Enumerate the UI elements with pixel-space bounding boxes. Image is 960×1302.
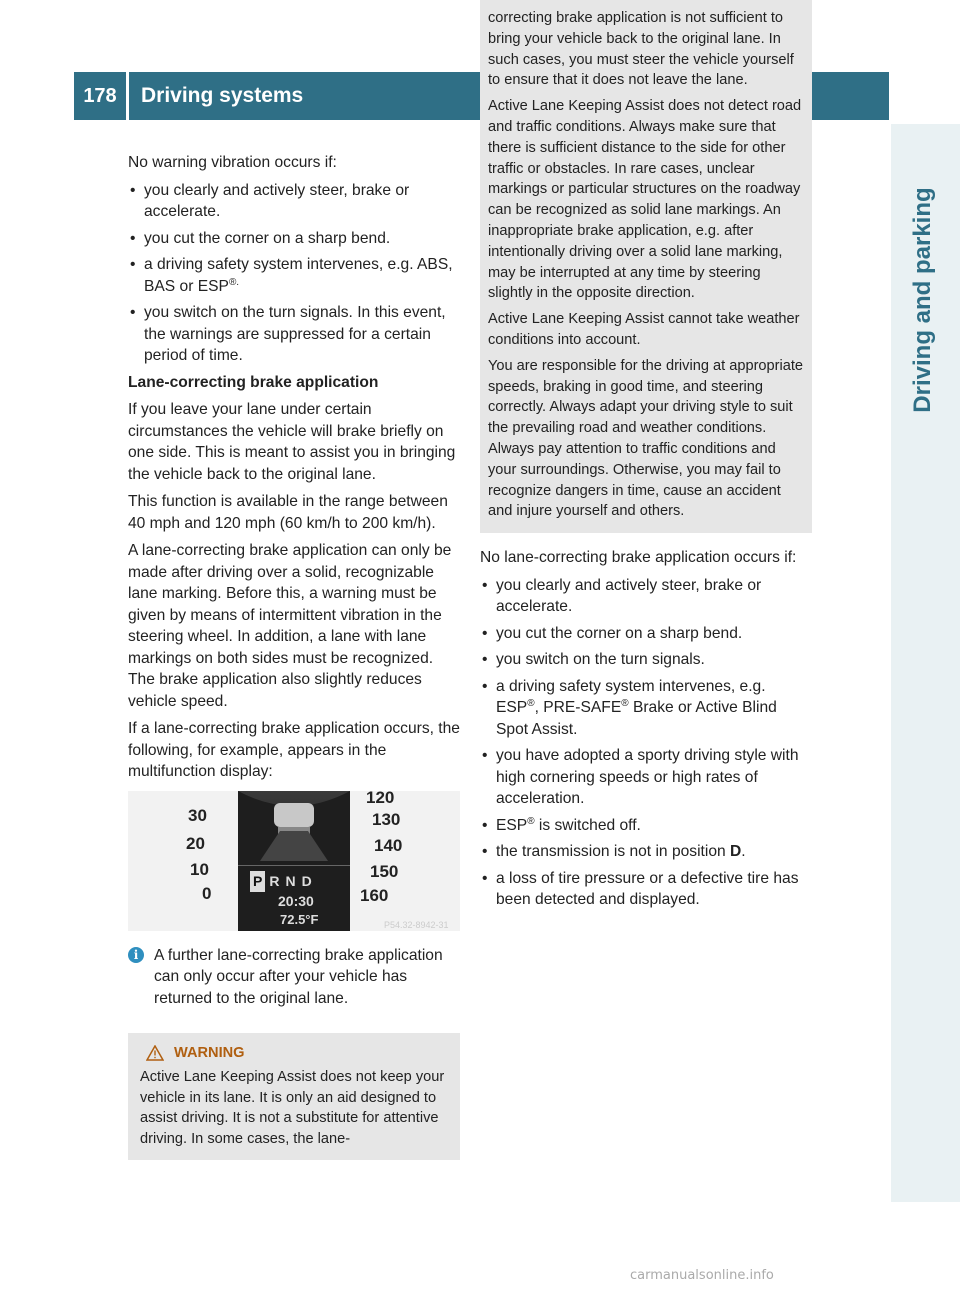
right-speed-130: 130 [372, 809, 401, 829]
gear-n: N [285, 872, 296, 889]
info-text: A further lane-correcting brake application can only occur after your vehicle has returned to the original lane. [154, 946, 443, 1007]
time-readout: 20:30 [278, 892, 314, 909]
warning-box-continued [480, 0, 812, 533]
list-item: • you cut the corner on a sharp bend. [128, 228, 460, 250]
warning-title: WARNING [140, 1043, 450, 1064]
footer-watermark: carmanualsonline.info [630, 1268, 774, 1283]
multifunction-display-image [128, 791, 460, 931]
paragraph: Active Lane Keeping Assist cannot take weather conditions into account. [488, 311, 800, 348]
gear-indicator [250, 871, 314, 893]
left-column [128, 152, 460, 1160]
bullet-list [480, 575, 812, 911]
gear-p: P [250, 871, 265, 893]
list-item: • a driving safety system intervenes, e.g. ESP®, PRE-SAFE® Brake or Active Blind Spot Assist. [480, 676, 812, 741]
page-title: Driving systems [129, 72, 889, 120]
right-speed-140: 140 [374, 835, 403, 855]
side-tab-label: Driving and parking [909, 187, 936, 413]
list-item: • ESP® is switched off. [480, 815, 812, 837]
list-item: • a loss of tire pressure or a defective tire has been detected and displayed. [480, 868, 812, 911]
paragraph: You are responsible for the driving at appropriate speeds, braking in good time, and steering correctly. Always adapt your driving style to suit the prevailing road and weather conditions. Always pay attention to traffic conditions and your surroundings. Otherwise, you may fail to recognize dangers in time, cause an accident and injure yourself and others. [488, 357, 804, 520]
warning-text: Active Lane Keeping Assist does not keep your vehicle in its lane. It is only an aid designed to assist driving. It is not a substitute for attentive driving. In some cases, the lane- [140, 1068, 445, 1148]
gear-r: R [269, 872, 280, 889]
warning-box [128, 1033, 460, 1160]
paragraph: A lane-correcting brake application can only be made after driving over a solid, recognizable lane marking. Before this, a warning must be given by means of intermittent vibration in the steering wheel. In addition, a lane with lane markings on both sides must be recognized. The brake application also slightly reduces vehicle speed. [128, 542, 452, 710]
list-item: • a driving safety system intervenes, e.g. ABS, BAS or ESP®. [128, 254, 460, 297]
list-item: • you switch on the turn signals. In this event, the warnings are suppressed for a certain period of time. [128, 302, 460, 367]
left-speed-20: 20 [186, 833, 205, 853]
gear-d: D [301, 872, 312, 889]
paragraph: correcting brake application is not sufficient to bring your vehicle back to the original lane. In such cases, you must steer the vehicle yourself to ensure that it does not leave the lane. [488, 10, 794, 89]
list-item: • you cut the corner on a sharp bend. [480, 623, 812, 645]
intro-text: No lane-correcting brake application occurs if: [480, 549, 797, 567]
bullet-list [128, 180, 460, 367]
temperature-readout: 72.5°F [280, 911, 319, 927]
left-speed-10: 10 [190, 859, 209, 879]
left-speed-0: 0 [202, 883, 212, 903]
info-icon: i [128, 947, 144, 963]
right-speed-120: 120 [366, 790, 395, 807]
list-item: • you clearly and actively steer, brake or accelerate. [128, 180, 460, 223]
list-item: • you switch on the turn signals. [480, 649, 812, 671]
right-column [480, 10, 812, 916]
list-item: • the transmission is not in position D. [480, 841, 812, 863]
left-speed-30: 30 [188, 805, 207, 825]
page-number: 178 [74, 72, 126, 120]
paragraph: If you leave your lane under certain circumstances the vehicle will brake briefly on one side. This is meant to assist you in bringing the vehicle back to the original lane. [128, 401, 456, 483]
right-speed-150: 150 [370, 861, 399, 881]
section-heading: Lane-correcting brake application [128, 373, 379, 391]
paragraph: Active Lane Keeping Assist does not detect road and traffic conditions. Always make sure that there is sufficient distance to the side for other traffic or obstacles. In rare cases, unclear markings or particular structures on the roadway can be recognized as solid lane markings. An inappropriate brake application, e.g. after intentionally driving over a solid lane marking, may be interrupted at any time by steering slightly in the opposite direction. [488, 98, 802, 302]
list-item: • you have adopted a sporty driving style with high cornering speeds or high rates of acceleration. [480, 745, 812, 810]
paragraph: This function is available in the range between 40 mph and 120 mph (60 km/h to 200 km/h). [128, 493, 448, 532]
warning-triangle-icon [146, 1045, 164, 1061]
intro-text: No warning vibration occurs if: [128, 154, 337, 171]
image-code: P54.32-8942-31 [384, 919, 449, 930]
info-note [128, 945, 460, 1010]
right-speed-160: 160 [360, 885, 389, 905]
list-item: • you clearly and actively steer, brake or accelerate. [480, 575, 812, 618]
paragraph: If a lane-correcting brake application occurs, the following, for example, appears in the multifunction display: [128, 720, 460, 780]
